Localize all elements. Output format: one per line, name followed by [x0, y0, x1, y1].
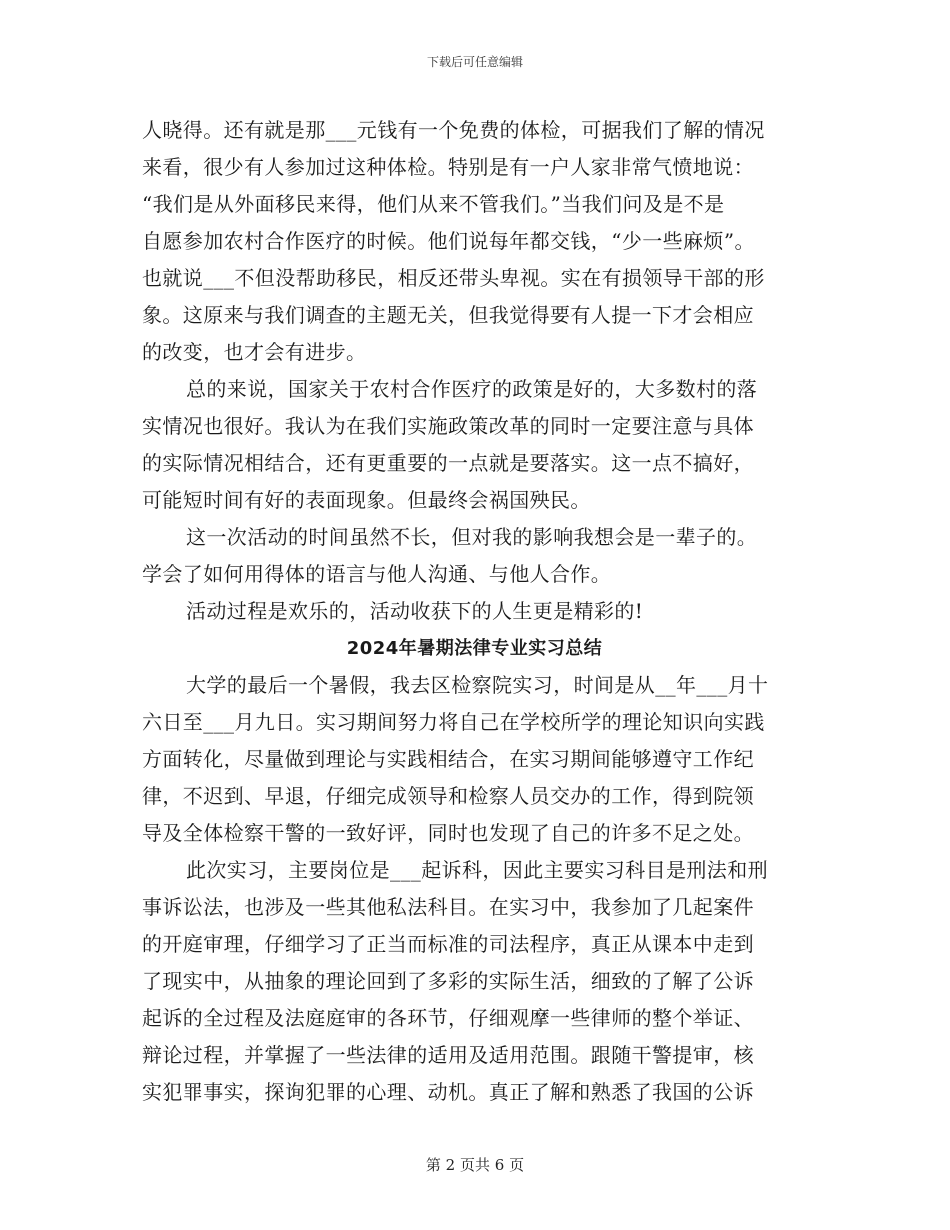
- page-footer: 第 2 页共 6 页: [425, 1156, 525, 1174]
- section-title: 2024年暑期法律专业实习总结: [346, 638, 603, 659]
- text-line: 辩论过程，并掌握了一些法律的适用及适用范围。跟随干警提审，核: [142, 1043, 754, 1067]
- text-line: 起诉的全过程及法庭庭审的各环节，仔细观摩一些律师的整个举证、: [142, 1006, 754, 1030]
- text-line: 方面转化，尽量做到理论与实践相结合，在实习期间能够遵守工作纪: [142, 747, 754, 771]
- text-line: 活动过程是欢乐的，活动收获下的人生更是精彩的!: [186, 599, 644, 623]
- text-line: 学会了如何用得体的语言与他人沟通、与他人合作。: [142, 562, 612, 586]
- text-line: 也就说___不但没帮助移民，相反还带头卑视。实在有损领导干部的形: [142, 266, 765, 290]
- text-line: 六日至___月九日。实习期间努力将自己在学校所学的理论知识向实践: [142, 710, 765, 734]
- document-body: [142, 112, 807, 1111]
- text-line: 总的来说，国家关于农村合作医疗的政策是好的，大多数村的落: [186, 377, 758, 401]
- text-line: 了现实中，从抽象的理论回到了多彩的实际生活，细致的了解了公诉: [142, 969, 754, 993]
- text-line: 此次实习，主要岗位是___起诉科，因此主要实习科目是刑法和刑: [186, 858, 768, 882]
- text-line: 象。这原来与我们调查的主题无关，但我觉得要有人提一下才会相应: [142, 303, 754, 327]
- text-line: 的改变，也才会有进步。: [142, 340, 367, 364]
- text-line: 事诉讼法，也涉及一些其他私法科目。在实习中，我参加了几起案件: [142, 895, 754, 919]
- text-line: 人晓得。还有就是那___元钱有一个免费的体检，可据我们了解的情况: [142, 118, 765, 142]
- text-line: 来看，很少有人参加过这种体检。特别是有一户人家非常气愤地说：: [142, 155, 754, 179]
- text-line: 实情况也很好。我认为在我们实施政策改革的同时一定要注意与具体: [142, 414, 754, 438]
- text-line: 实犯罪事实，探询犯罪的心理、动机。真正了解和熟悉了我国的公诉: [142, 1080, 754, 1104]
- text-line: 的开庭审理，仔细学习了正当而标准的司法程序，真正从课本中走到: [142, 932, 754, 956]
- text-line: 律，不迟到、早退，仔细完成领导和检察人员交办的工作，得到院领: [142, 784, 754, 808]
- text-line: 大学的最后一个暑假，我去区检察院实习，时间是从__年___月十: [186, 673, 769, 697]
- text-line: “我们是从外面移民来得，他们从来不管我们。”当我们问及是不是: [142, 192, 725, 216]
- text-line: 自愿参加农村合作医疗的时候。他们说每年都交钱，“少一些麻烦”。: [142, 229, 755, 253]
- text-line: 这一次活动的时间虽然不长，但对我的影响我想会是一辈子的。: [186, 525, 758, 549]
- text-line: 可能短时间有好的表面现象。但最终会祸国殃民。: [142, 488, 591, 512]
- text-line: 导及全体检察干警的一致好评，同时也发现了自己的许多不足之处。: [142, 821, 754, 845]
- text-line: 的实际情况相结合，还有更重要的一点就是要落实。这一点不搞好，: [142, 451, 754, 475]
- page-header: 下载后可任意编辑: [426, 55, 523, 69]
